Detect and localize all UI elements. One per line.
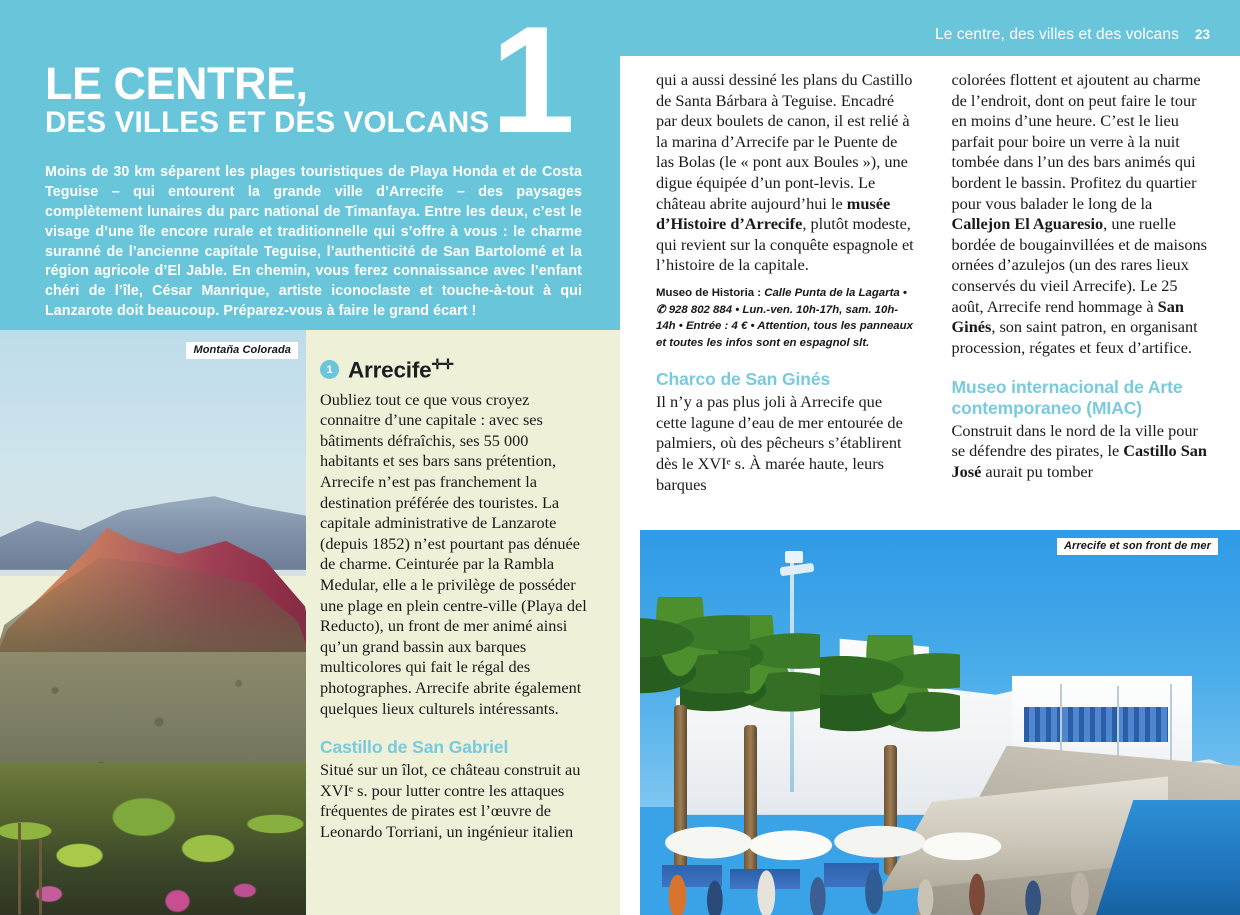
- charco-paragraph: Il n’y a pas plus joli à Arrecife que cette lagune d’eau de mer entourée de palmiers, où des pêcheurs s’établirent dès le XVIᵉ s. À marée haute, leurs barques: [656, 392, 903, 494]
- chapter-number: 1: [490, 0, 575, 165]
- photo-plant-stems: [0, 716, 306, 915]
- poi-rating-stars: ✛✛: [431, 356, 453, 372]
- miac-text-part2: aurait pu tomber: [981, 461, 1094, 481]
- photo-pedestrians: [640, 853, 1108, 915]
- running-header-title: Le centre, des villes et des volcans: [934, 26, 1179, 43]
- subheading-castillo-san-gabriel: Castillo de San Gabriel: [320, 737, 509, 758]
- miac-body-text: [952, 421, 1213, 483]
- info-address: Calle Punta de la Lagarta •: [764, 287, 907, 300]
- subheading-charco-de-san-gines: Charco de San Ginés: [656, 369, 831, 390]
- column2-text-part2: , une ruelle bordée de bougainvillées et de maisons ornées d’azulejos (un des rares lieux conservés du vieil Arrecife). Le 25 août, Arrecife rend hommage à: [951, 214, 1207, 316]
- miac-text-part1: Construit dans le nord de la ville pour se défendre des pirates, le: [951, 420, 1198, 461]
- charco-body-text: [656, 392, 917, 495]
- san-gabriel-paragraph: Situé sur un îlot, ce château construit au XVIᵉ s. pour lutter contre les attaques fréquentes de pirates est l’œuvre de Leonardo Torriani, un ingénieur italien: [320, 760, 581, 842]
- chapter-title-line2: DES VILLES ET DES VOLCANS: [45, 106, 490, 140]
- subheading-miac: Museo internacional de Arte contemporaneo (MIAC): [951, 376, 1183, 418]
- chapter-intro-paragraph: Moins de 30 km séparent les plages touristiques de Playa Honda et de Costa Teguise – qui entourent la grande ville d’Arrecife – des paysages complètement lunaires du parc national de Timanfaya. Entre les deux, c’est le visage d’une île encore rurale et traditionnelle qui s’offre à vous : le charme suranné de l’ancienne capitale Teguise, l’authenticité de San Bartolomé et la région agricole d’El Jable. En chemin, vous ferez connaissance avec l’enfant chéri de l’île, César Manrique, artiste iconoclaste et touche-à-tout à qui Lanzarote doit beaucoup. Préparez-vous à faire le grand écart !: [45, 164, 582, 320]
- column1-text-part1: qui a aussi dessiné les plans du Castillo de Santa Bárbara à Teguise. Encadré par deux boulets de canon, il est relié à la marina d’Arrecife par le Puente de las Bolas (le « pont aux Boules »), une digue équipée d’un pont-levis. Le château abrite aujourd’hui le: [656, 70, 913, 213]
- poi-title-text: Arrecife: [348, 357, 432, 383]
- right-column-2: [952, 70, 1213, 495]
- photo-streetlamp-box: [785, 551, 803, 563]
- info-details: 928 802 884 • Lun.-ven. 10h-17h, sam. 10h-14h • Entrée : 4 € • Attention, tous les panneaux et toutes les infos sont en espagnol slt.: [656, 303, 913, 349]
- poi-paragraph: Oubliez tout ce que vous croyez connaitre d’une capitale : avec ses bâtiments défraîchis, ses 55 000 habitants et ses bars sans prétention, Arrecife n’est pas franchement la destination préférée des touristes. La capitale administrative de Lanzarote (depuis 1852) n’est pourtant pas dénuée de charme. Ceinturée par la Rambla Medular, elle a le privilège de posséder une plage en plein centre-ville (Playa del Reducto), un front de mer animé ainsi qu’un grand bassin aux barques multicolores qui fait le régal des photographes. Arrecife abrite également quelques lieux culturels intéressants.: [320, 389, 587, 718]
- left-text-column: [306, 330, 620, 915]
- column1-bold-museum: musée d’Histoire d’Arrecife: [656, 193, 891, 234]
- poi-body-text: [320, 390, 590, 720]
- right-columns: [656, 70, 1212, 495]
- column1-continued-text: [656, 70, 917, 276]
- chapter-hero-banner: [0, 0, 620, 330]
- chapter-title-line1: LE CENTRE,: [45, 58, 308, 109]
- column2-continued-text: [952, 70, 1213, 359]
- phone-icon: ✆: [656, 303, 669, 316]
- photo-caption-montana-colorada: Montaña Colorada: [186, 342, 298, 359]
- chapter-hero-content: [45, 58, 585, 322]
- photo-palm-fronds: [820, 635, 960, 755]
- poi-title: [348, 356, 453, 384]
- photo-arrecife-seafront: [640, 530, 1240, 915]
- san-gabriel-body-text: [320, 760, 590, 842]
- column1-text-part2: , plutôt modeste, qui revient sur la conquête espagnole et l’histoire de la capitale.: [656, 214, 914, 275]
- page-number: 23: [1194, 27, 1210, 42]
- info-label: Museo de Historia :: [656, 287, 765, 300]
- running-header-content: [935, 26, 1210, 44]
- poi-number-badge: 1: [320, 360, 339, 379]
- photo-caption-arrecife-seafront: Arrecife et son front de mer: [1057, 538, 1218, 555]
- photo-montana-colorada: [0, 330, 306, 915]
- photo-palm-fronds: [640, 597, 750, 717]
- column2-text-part3: , son saint patron, en organisant procession, régates et feux d’artifice.: [951, 317, 1198, 357]
- running-header-bar: [620, 0, 1240, 56]
- practical-info-museo-historia: [656, 285, 917, 351]
- miac-bold-castillo: Castillo San José: [951, 441, 1207, 481]
- column2-bold-san-gines: San Ginés: [951, 296, 1184, 337]
- column2-text-part1: colorées flottent et ajoutent au charme de l’endroit, dont on peut faire le tour en moins d’une heure. C’est le lieu parfait pour boire un verre à la nuit tombée dans l’un des bars animés qui bordent le bassin. Profitez du quartier pour vous balader le long de la: [951, 70, 1201, 213]
- right-page: [620, 0, 1240, 915]
- column2-bold-callejon: Callejon El Aguaresio: [951, 214, 1104, 234]
- right-column-1: [656, 70, 917, 495]
- poi-heading-arrecife: [320, 356, 590, 384]
